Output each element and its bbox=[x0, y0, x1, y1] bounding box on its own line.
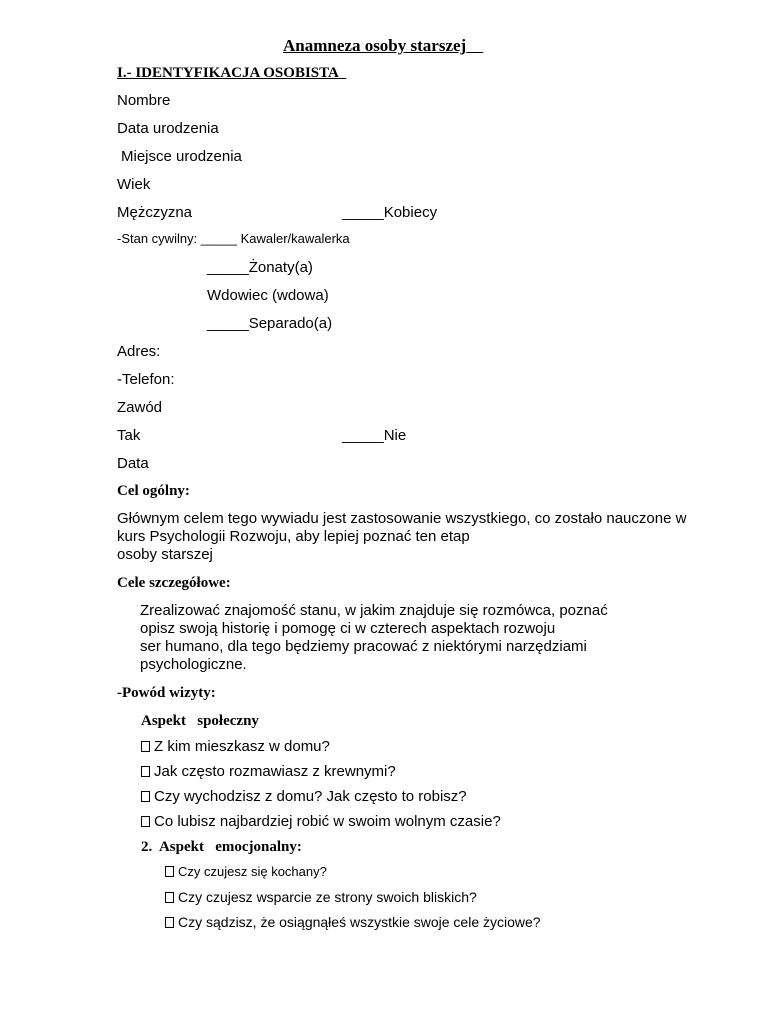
checkbox-icon bbox=[165, 866, 174, 877]
field-data-urodzenia: Data urodzenia bbox=[117, 120, 219, 137]
field-kobiecy: _____Kobiecy bbox=[342, 204, 438, 221]
cel-ogolny-line-3: osoby starszej bbox=[117, 546, 213, 563]
cele-szczegolowe-line-1: Zrealizować znajomość stanu, w jakim znajduje się rozmówca, poznać bbox=[140, 602, 608, 619]
field-zawod: Zawód bbox=[117, 399, 163, 416]
question-item: Czy sądzisz, że osiągnąłeś wszystkie swoje cele życiowe? bbox=[165, 914, 541, 930]
question-item: Czy wychodzisz z domu? Jak często to robisz? bbox=[141, 788, 467, 805]
question-item: Z kim mieszkasz w domu? bbox=[141, 738, 330, 755]
checkbox-icon bbox=[141, 791, 150, 802]
field-nombre: Nombre bbox=[117, 92, 171, 109]
aspekt-spoleczny-heading: Aspekt społeczny bbox=[141, 713, 259, 729]
section-heading-identification: I.- IDENTYFIKACJA OSOBISTA bbox=[117, 65, 339, 81]
field-stan-cywilny: -Stan cywilny: _____ Kawaler/kawalerka bbox=[117, 231, 350, 246]
question-item: Co lubisz najbardziej robić w swoim wolnym czasie? bbox=[141, 813, 501, 830]
field-tak: Tak bbox=[117, 427, 141, 444]
checkbox-icon bbox=[141, 816, 150, 827]
question-item: Czy czujesz się kochany? bbox=[165, 864, 327, 879]
cel-ogolny-heading: Cel ogólny: bbox=[117, 483, 190, 499]
field-wdowiec: Wdowiec (wdowa) bbox=[207, 287, 329, 304]
question-item: Jak często rozmawiasz z krewnymi? bbox=[141, 763, 396, 780]
checkbox-icon bbox=[165, 892, 174, 903]
aspekt-emocjonalny-heading: 2. Aspekt emocjonalny: bbox=[141, 839, 302, 855]
field-nie: _____Nie bbox=[342, 427, 407, 444]
checkbox-icon bbox=[165, 917, 174, 928]
field-wiek: Wiek bbox=[117, 176, 151, 193]
field-zonaty: _____Żonaty(a) bbox=[207, 259, 313, 276]
page-title: Anamneza osoby starszej bbox=[283, 36, 467, 55]
powod-wizyty-heading: -Powód wizyty: bbox=[117, 685, 216, 701]
cele-szczegolowe-line-2: opisz swoją historię i pomogę ci w czterech aspektach rozwoju bbox=[140, 620, 556, 637]
field-separado: _____Separado(a) bbox=[207, 315, 333, 332]
cele-szczegolowe-line-3: ser humano, dla tego będziemy pracować z niektórymi narzędziami bbox=[140, 638, 587, 655]
checkbox-icon bbox=[141, 766, 150, 777]
field-telefon: -Telefon: bbox=[117, 371, 175, 388]
field-mezczyzna: Mężczyzna bbox=[117, 204, 193, 221]
field-miejsce-urodzenia: Miejsce urodzenia bbox=[121, 148, 242, 165]
cele-szczegolowe-heading: Cele szczegółowe: bbox=[117, 575, 231, 591]
cel-ogolny-line-2: kurs Psychologii Rozwoju, aby lepiej poznać ten etap bbox=[117, 528, 470, 545]
cele-szczegolowe-line-4: psychologiczne. bbox=[140, 656, 247, 673]
field-data: Data bbox=[117, 455, 149, 472]
cel-ogolny-line-1: Głównym celem tego wywiadu jest zastosowanie wszystkiego, co zostało nauczone w bbox=[117, 510, 687, 527]
question-item: Czy czujesz wsparcie ze strony swoich bliskich? bbox=[165, 889, 477, 905]
checkbox-icon bbox=[141, 741, 150, 752]
field-adres: Adres: bbox=[117, 343, 161, 360]
